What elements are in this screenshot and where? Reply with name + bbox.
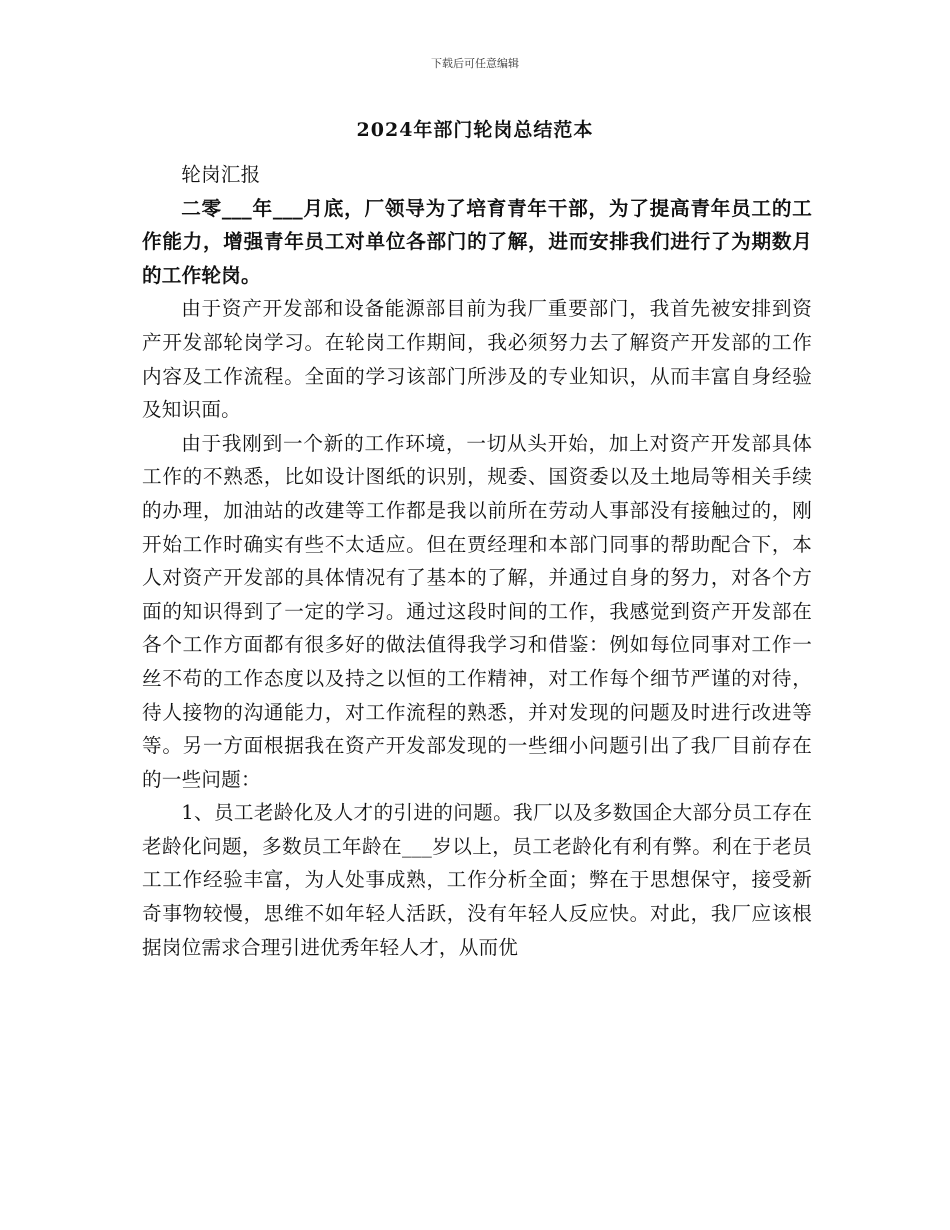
section-heading: 轮岗汇报 [181, 163, 261, 186]
body-paragraph: 由于资产开发部和设备能源部目前为我厂重要部门，我首先被安排到资产开发部轮岗学习。在轮岗工作期间，我必须努力去了解资产开发部的工作内容及工作流程。全面的学习该部门所涉及的专业知识，从而丰富自身经验及知识面。 [142, 297, 812, 422]
body-paragraph: 由于我刚到一个新的工作环境，一切从头开始，加上对资产开发部具体工作的不熟悉，比如设计图纸的识别，规委、国资委以及土地局等相关手续的办理，加油站的改建等工作都是我以前所在劳动人事部没有接触过的，刚开始工作时确实有些不太适应。但在贾经理和本部门同事的帮助配合下，本人对资产开发部的具体情况有了基本的了解，并通过自身的努力，对各个方面的知识得到了一定的学习。通过这段时间的工作，我感觉到资产开发部在各个工作方面都有很多好的做法值得我学习和借鉴：例如每位同事对工作一丝不苟的工作态度以及持之以恒的工作精神，对工作每个细节严谨的对待，待人接物的沟通能力，对工作流程的熟悉，并对发现的问题及时进行改进等等。另一方面根据我在资产开发部发现的一些细小问题引出了我厂目前存在的一些问题： [142, 431, 812, 791]
body-paragraph: 1、员工老龄化及人才的引进的问题。我厂以及多数国企大部分员工存在老龄化问题，多数员工年龄在___岁以上，员工老龄化有利有弊。利在于老员工工作经验丰富，为人处事成熟，工作分析全面；弊在于思想保守，接受新奇事物较慢，思维不如年轻人活跃，没有年轻人反应快。对此，我厂应该根据岗位需求合理引进优秀年轻人才，从而优 [142, 801, 812, 959]
intro-paragraph: 二零___年___月底，厂领导为了培育青年干部，为了提高青年员工的工作能力，增强青年员工对单位各部门的了解，进而安排我们进行了为期数月的工作轮岗。 [142, 196, 812, 287]
header-note: 下载后可任意编辑 [431, 57, 519, 70]
document-body [142, 158, 812, 964]
document-title: 2024年部门轮岗总结范本 [356, 119, 594, 141]
